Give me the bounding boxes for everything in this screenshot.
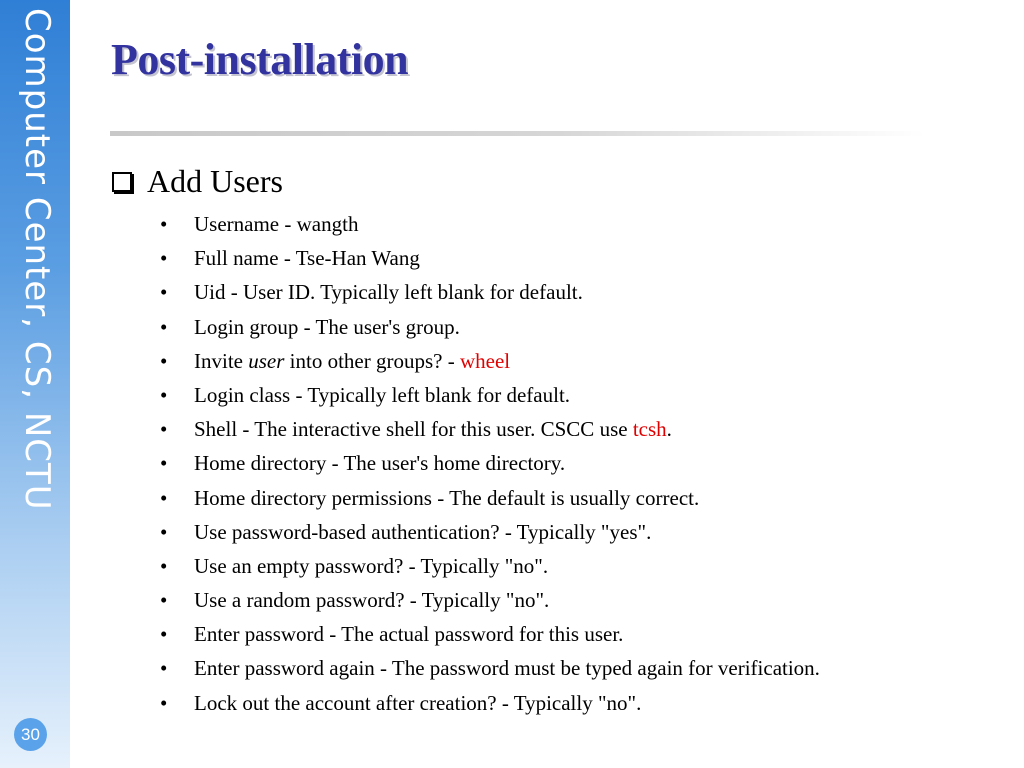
item-text: Uid - User ID. Typically left blank for default. — [194, 280, 583, 305]
item-text: Login group - The user's group. — [194, 314, 460, 339]
item-text-highlight: tcsh — [632, 417, 667, 442]
item-text: Home directory permissions - The default is usually correct. — [194, 485, 700, 510]
bullet-icon: • — [160, 451, 168, 476]
sidebar — [0, 0, 70, 768]
item-text: Use password-based authentication? - Typically "yes". — [194, 519, 652, 544]
bullet-icon: • — [160, 519, 168, 544]
item-text: Login class - Typically left blank for default. — [194, 382, 571, 407]
list-item — [160, 686, 820, 720]
bullet-icon: • — [160, 314, 168, 339]
bullet-icon: • — [160, 656, 168, 681]
section-heading — [112, 163, 283, 200]
bullet-icon: • — [160, 690, 168, 715]
list-item — [160, 310, 820, 344]
item-text: Use a random password? - Typically "no". — [194, 588, 550, 613]
list-item — [160, 412, 820, 446]
bullet-icon: • — [160, 622, 168, 647]
item-text-mid: into other groups? - — [284, 348, 460, 373]
item-text: Enter password again - The password must be typed again for verification. — [194, 656, 820, 681]
page-title: Post-installation — [111, 35, 409, 84]
bullet-icon: • — [160, 246, 168, 271]
bullet-icon: • — [160, 280, 168, 305]
bullet-list — [160, 207, 820, 720]
item-text: Lock out the account after creation? - Typically "no". — [194, 690, 642, 715]
list-item — [160, 583, 820, 617]
bullet-icon: • — [160, 212, 168, 236]
list-item — [160, 549, 820, 583]
bullet-icon: • — [160, 382, 168, 407]
list-item — [160, 378, 820, 412]
list-item — [160, 481, 820, 515]
list-item — [160, 241, 820, 275]
item-text-highlight: wheel — [459, 348, 511, 373]
list-item — [160, 446, 820, 480]
item-text-pre: Invite — [194, 348, 249, 373]
title-divider — [110, 131, 925, 136]
list-item — [160, 344, 820, 378]
item-text-post: . — [666, 417, 672, 442]
list-item — [160, 651, 820, 685]
sidebar-org-label: Computer Center, CS, NCTU — [17, 8, 57, 511]
list-item — [160, 515, 820, 549]
item-text: Use an empty password? - Typically "no". — [194, 553, 549, 578]
bullet-icon: • — [160, 348, 168, 373]
list-item — [160, 617, 820, 651]
bullet-icon: • — [160, 553, 168, 578]
section-label: Add Users — [147, 163, 283, 199]
list-item — [160, 207, 820, 241]
item-text-emph: user — [248, 348, 285, 373]
item-text-pre: Shell - The interactive shell for this user. CSCC use — [194, 417, 633, 442]
item-text: Enter password - The actual password for this user. — [194, 622, 624, 647]
bullet-icon: • — [160, 485, 168, 510]
bullet-icon: • — [160, 588, 168, 613]
item-text: Full name - Tse-Han Wang — [194, 246, 420, 271]
bullet-icon: • — [160, 417, 168, 442]
page-number: 30 — [14, 718, 47, 751]
checkbox-bullet-icon — [112, 172, 132, 192]
item-text: Username - wangth — [194, 212, 359, 236]
list-item — [160, 275, 820, 309]
item-text: Home directory - The user's home directory. — [194, 451, 566, 476]
